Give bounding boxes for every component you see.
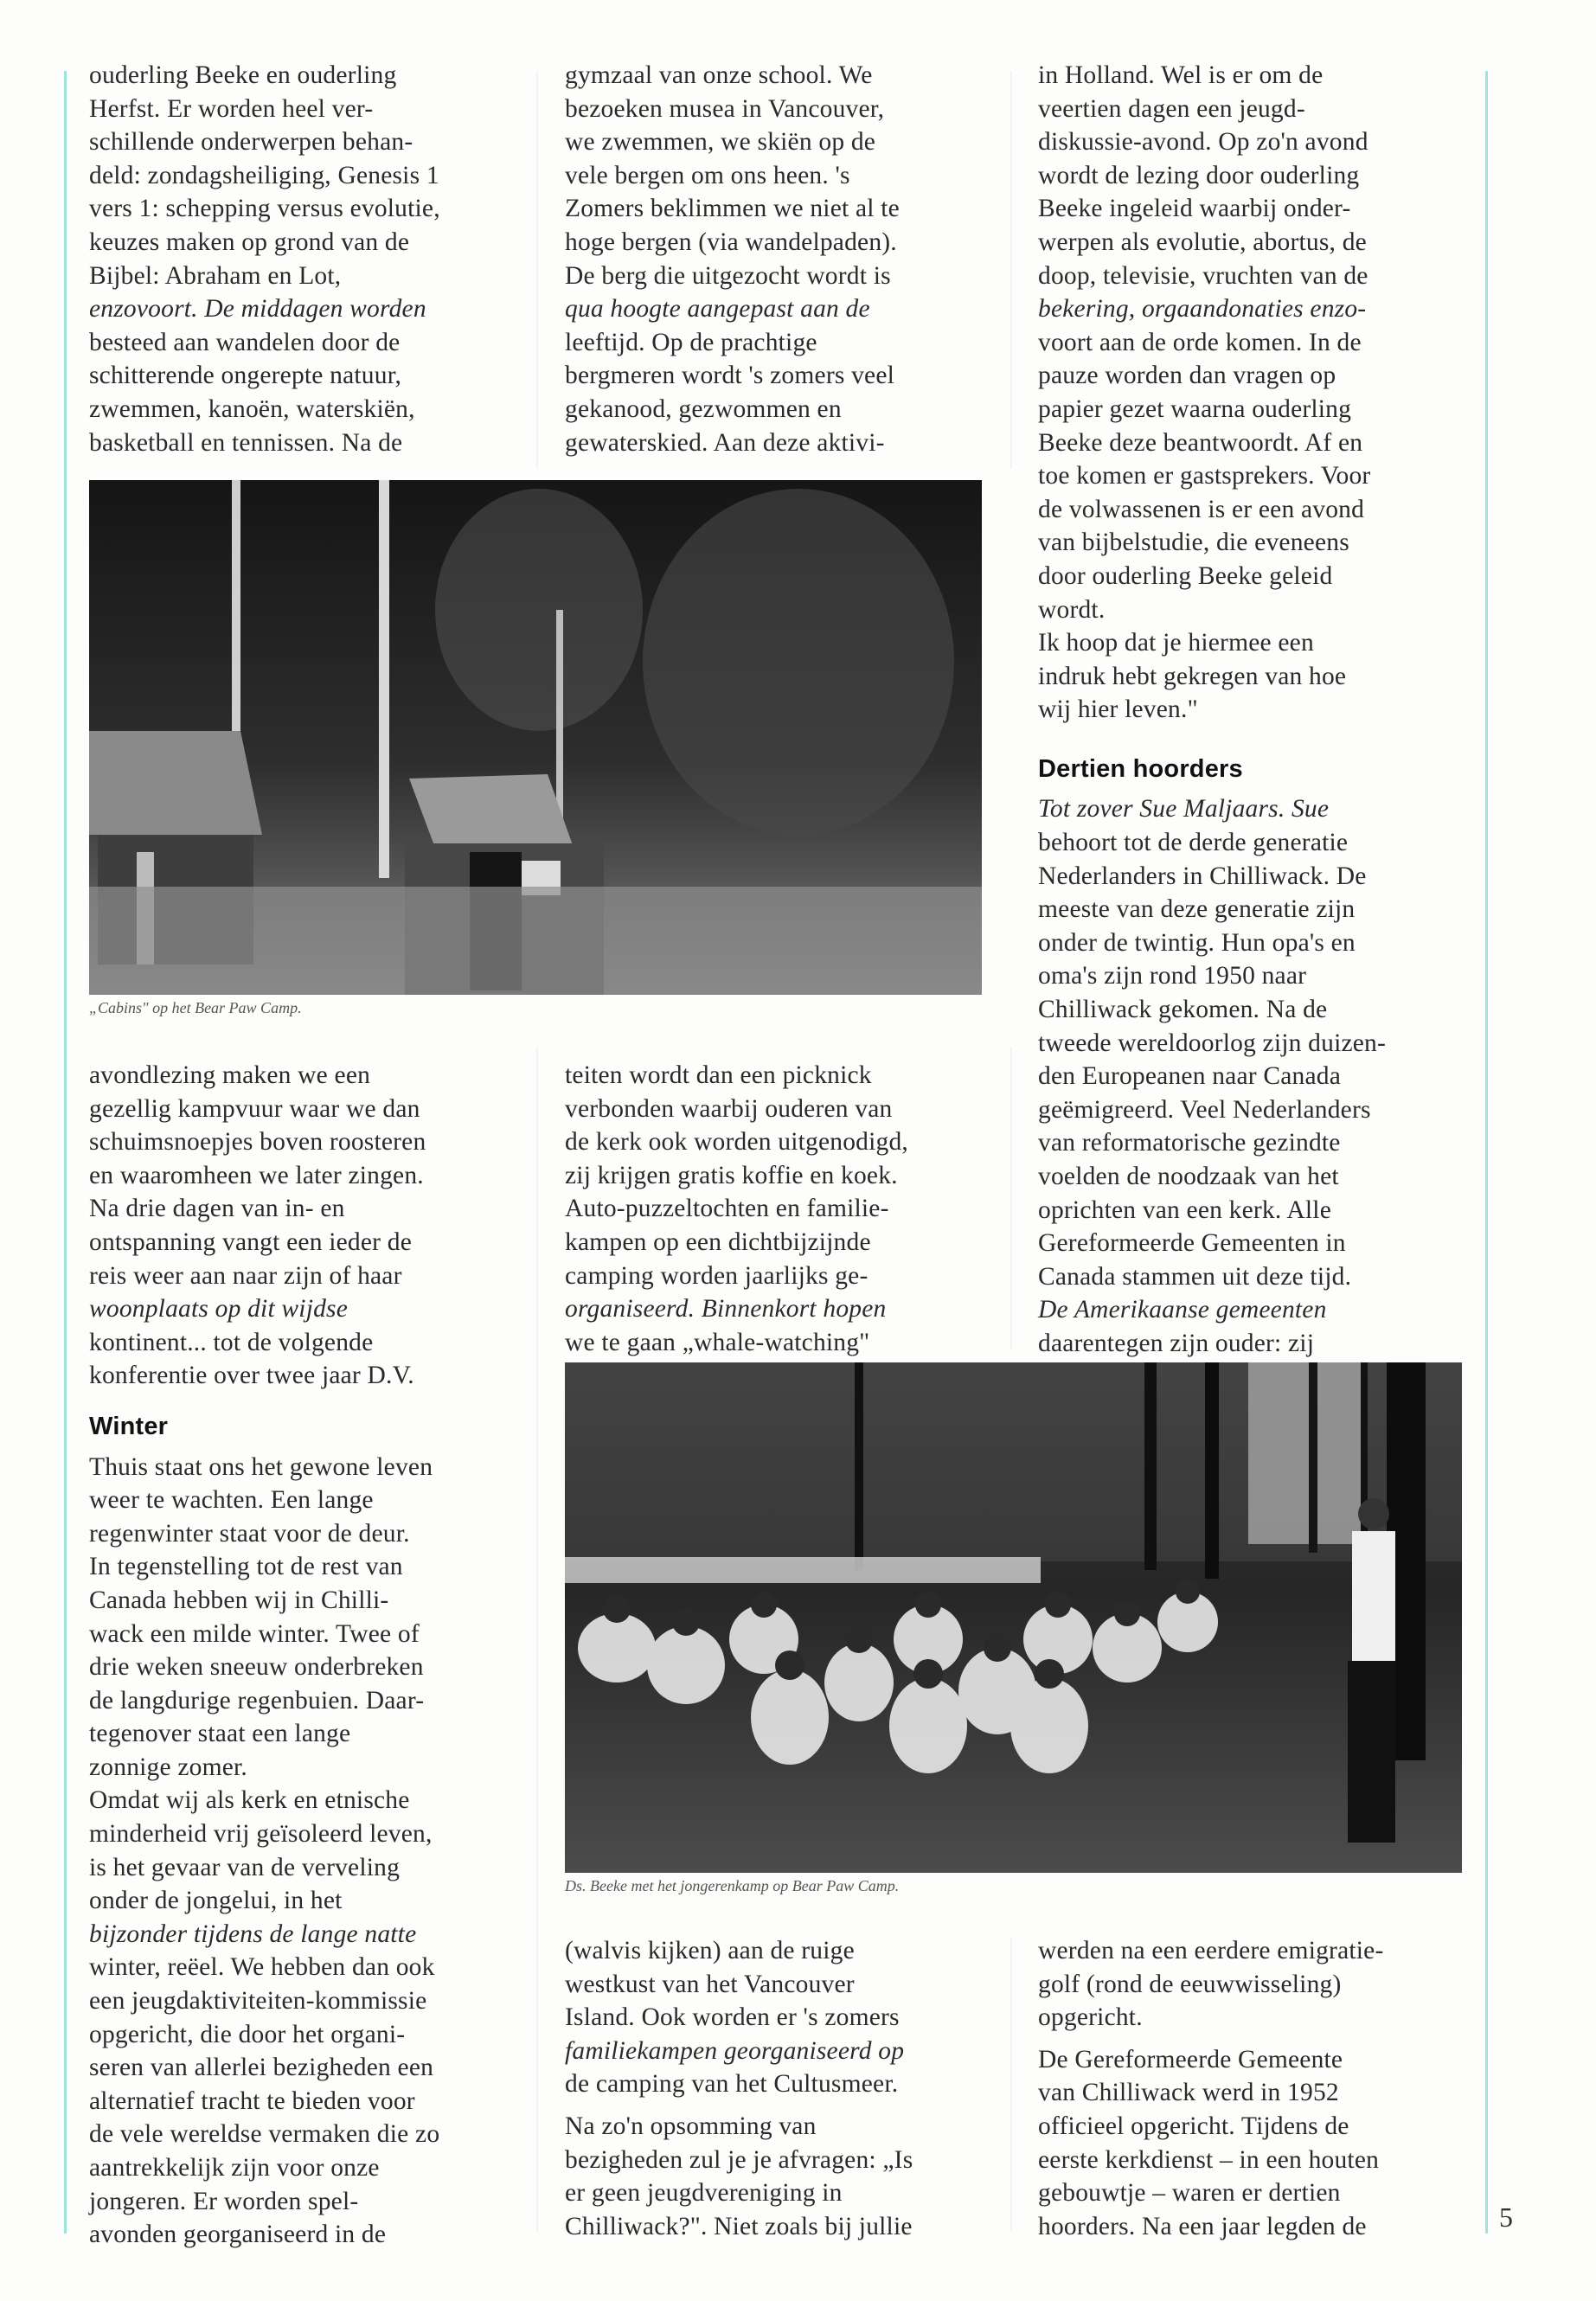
text-line: zonnige zomer. — [89, 1753, 248, 1781]
text-line: qua hoogte aangepast aan de — [565, 295, 870, 324]
text-line: zij krijgen gratis koffie en koek. — [565, 1161, 898, 1189]
text-line: Chilliwack gekomen. Na de — [1038, 996, 1328, 1024]
column-1-bottom-paragraphs — [89, 1451, 535, 2252]
photo-cabins — [89, 480, 982, 995]
text-line: zwemmen, kanoën, waterskiën, — [89, 394, 415, 423]
text-line: veertien dagen een jeugd- — [1038, 94, 1305, 123]
text-line: konferentie over twee jaar D.V. — [89, 1362, 414, 1390]
photo-caption-youth-camp: Ds. Beeke met het jongerenkamp op Bear Paw Camp. — [565, 1877, 900, 1894]
text-line: gezellig kampvuur waar we dan — [89, 1094, 420, 1123]
text-line: basketball en tennissen. Na de — [89, 428, 403, 457]
text-line: leeftijd. Op de prachtige — [565, 328, 817, 356]
youth-camp-photo-illustration — [565, 1362, 1462, 1873]
text-line: tweede wereldoorlog zijn duizen- — [1038, 1029, 1387, 1057]
text-line: woonplaats op dit wijdse — [89, 1295, 349, 1324]
text-line: familiekampen georganiseerd op — [565, 2036, 905, 2065]
text-line: drie weken sneeuw onderbreken — [89, 1653, 424, 1682]
text-line: bezigheden zul je je afvragen: „Is — [565, 2145, 913, 2174]
text-line: Beeke ingeleid waarbij onder- — [1038, 195, 1351, 223]
text-line: is het gevaar van de verveling — [89, 1853, 401, 1881]
section-heading-dertien-hoorders: Dertien hoorders — [1038, 754, 1243, 783]
text-line: reis weer aan naar zijn of haar — [89, 1261, 402, 1290]
text-line: de kerk ook worden uitgenodigd, — [565, 1128, 908, 1157]
text-line: aantrekkelijk zijn voor onze — [89, 2154, 380, 2182]
text-line: toe komen er gastsprekers. Voor — [1038, 462, 1371, 490]
text-line: regenwinter staat voor de deur. — [89, 1519, 410, 1548]
text-line: van reformatorische gezindte — [1038, 1129, 1341, 1157]
column-gutter-rule — [1010, 1938, 1012, 2232]
right-margin-rule — [1485, 71, 1488, 2234]
text-line: kampen op een dichtbijzijnde — [565, 1227, 871, 1256]
photo-youth-camp — [565, 1362, 1462, 1873]
text-line: Bijbel: Abraham en Lot, — [89, 261, 342, 290]
text-line: deld: zondagsheiliging, Genesis 1 — [89, 161, 439, 189]
column-gutter-rule — [1010, 71, 1012, 469]
text-line: bekering, orgaandonaties enzo- — [1038, 295, 1367, 324]
text-line: gebouwtje – waren er dertien — [1038, 2179, 1341, 2208]
text-line: wordt de lezing door ouderling — [1038, 161, 1360, 189]
column-gutter-rule — [536, 71, 538, 469]
text-line: papier gezet waarna ouderling — [1038, 394, 1352, 423]
text-line: kontinent... tot de volgende — [89, 1328, 374, 1356]
text-line: gymzaal van onze school. We — [565, 61, 873, 89]
text-line: diskussie-avond. Op zo'n avond — [1038, 128, 1368, 157]
text-line: wordt. — [1038, 595, 1106, 624]
text-line: van Chilliwack werd in 1952 — [1038, 2079, 1339, 2107]
text-line: hoorders. Na een jaar legden de — [1038, 2212, 1367, 2240]
text-line: geëmigreerd. Veel Nederlanders — [1038, 1095, 1371, 1124]
column-3-text — [1038, 59, 1479, 1361]
text-line: in Holland. Wel is er om de — [1038, 61, 1324, 89]
text-line: opgericht. — [1038, 2003, 1143, 2032]
text-line: Canada hebben wij in Chilli- — [89, 1586, 389, 1614]
text-line: de vele wereldse vermaken die zo — [89, 2120, 440, 2149]
text-line: In tegenstelling tot de rest van — [89, 1553, 403, 1581]
column-2-top-text — [565, 59, 1006, 459]
page-number: 5 — [1499, 2202, 1513, 2233]
text-line: pauze worden dan vragen op — [1038, 362, 1336, 390]
text-line: schillende onderwerpen behan- — [89, 128, 413, 157]
column-gutter-rule — [536, 1047, 538, 2232]
text-line: werpen als evolutie, abortus, de — [1038, 228, 1367, 256]
text-line: wij hier leven." — [1038, 695, 1198, 724]
text-line: Zomers beklimmen we niet al te — [565, 195, 900, 223]
text-line: Omdat wij als kerk en etnische — [89, 1786, 410, 1815]
text-line: vers 1: schepping versus evolutie, — [89, 195, 440, 223]
text-line: Auto-puzzeltochten en familie- — [565, 1195, 889, 1223]
text-line: bijzonder tijdens de lange natte — [89, 1920, 417, 1948]
column-1-mid-paragraphs — [89, 1059, 535, 1393]
text-line: Beeke deze beantwoordt. Af en — [1038, 428, 1363, 457]
text-line: meeste van deze generatie zijn — [1038, 895, 1356, 924]
column-3-bottom-text — [1038, 1934, 1479, 2243]
text-line: officieel opgericht. Tijdens de — [1038, 2112, 1349, 2140]
text-line: minderheid vrij geïsoleerd leven, — [89, 1820, 433, 1849]
text-line: opgericht, die door het organi- — [89, 2020, 406, 2048]
left-margin-rule — [64, 71, 67, 2234]
text-line: door ouderling Beeke geleid — [1038, 561, 1333, 590]
text-line: gekanood, gezwommen en — [565, 394, 842, 423]
text-line: (walvis kijken) aan de ruige — [565, 1937, 855, 1965]
column-2-mid-text — [565, 1059, 1006, 1359]
text-line: bergmeren wordt 's zomers veel — [565, 362, 895, 390]
text-line: De Gereformeerde Gemeente — [1038, 2045, 1343, 2073]
text-line: voort aan de orde komen. In de — [1038, 328, 1362, 356]
text-line: er geen jeugdvereniging in — [565, 2179, 843, 2208]
text-line: De Amerikaanse gemeenten — [1038, 1296, 1327, 1324]
text-line: behoort tot de derde generatie — [1038, 829, 1349, 857]
text-line: Island. Ook worden er 's zomers — [565, 2003, 900, 2032]
text-line: we zwemmen, we skiën op de — [565, 128, 876, 157]
text-line: wack een milde winter. Twee of — [89, 1619, 420, 1648]
text-line: schuimsnoepjes boven roosteren — [89, 1128, 426, 1157]
text-line: de camping van het Cultusmeer. — [565, 2070, 899, 2099]
text-line: teiten wordt dan een picknick — [565, 1061, 872, 1089]
column-1-top-text — [89, 59, 535, 459]
text-line: Tot zover Sue Maljaars. Sue — [1038, 795, 1330, 824]
text-line: doop, televisie, vruchten van de — [1038, 261, 1368, 290]
text-line: Thuis staat ons het gewone leven — [89, 1452, 433, 1481]
text-line: westkust van het Vancouver — [565, 1970, 855, 1998]
column-2-bottom-paragraph-2 — [565, 2110, 1006, 2243]
text-line: de langdurige regenbuien. Daar- — [89, 1686, 425, 1715]
text-line: jongeren. Er worden spel- — [89, 2187, 359, 2215]
text-line: Herfst. Er worden heel ver- — [89, 94, 374, 123]
column-3-top-paragraphs — [1038, 59, 1479, 727]
cabins-photo-illustration — [89, 480, 982, 995]
text-line: Ik hoop dat je hiermee een — [1038, 629, 1314, 657]
text-line: onder de jongelui, in het — [89, 1887, 343, 1915]
text-line: oma's zijn rond 1950 naar — [1038, 962, 1307, 990]
text-line: indruk hebt gekregen van hoe — [1038, 662, 1347, 690]
text-line: gewaterskied. Aan deze aktivi- — [565, 428, 885, 457]
column-2-bottom-text — [565, 1934, 1006, 2243]
text-line: werden na een eerdere emigratie- — [1038, 1937, 1384, 1965]
text-line: vele bergen om ons heen. 's — [565, 161, 850, 189]
text-line: oprichten van een kerk. Alle — [1038, 1195, 1331, 1224]
column-gutter-rule — [1010, 1047, 1012, 1349]
text-line: besteed aan wandelen door de — [89, 328, 401, 356]
text-line: ontspanning vangt een ieder de — [89, 1227, 412, 1256]
text-line: Chilliwack?". Niet zoals bij jullie — [565, 2212, 913, 2240]
text-line: en waaromheen we later zingen. — [89, 1161, 424, 1189]
text-line: Na drie dagen van in- en — [89, 1195, 345, 1223]
text-line: eerste kerkdienst – in een houten — [1038, 2145, 1380, 2174]
column-3-bottom-paragraph-1 — [1038, 1934, 1479, 2035]
text-line: bezoeken musea in Vancouver, — [565, 94, 885, 123]
text-line: golf (rond de eeuwwisseling) — [1038, 1970, 1342, 1998]
text-line: seren van allerlei bezigheden een — [89, 2054, 434, 2082]
text-line: Canada stammen uit deze tijd. — [1038, 1262, 1352, 1291]
text-line: keuzes maken op grond van de — [89, 228, 410, 256]
text-line: organiseerd. Binnenkort hopen — [565, 1295, 887, 1324]
column-2-bottom-paragraph-1 — [565, 1934, 1006, 2101]
column-1-lower-text — [89, 1059, 535, 2252]
text-line: schitterende ongerepte natuur, — [89, 362, 402, 390]
column-3-bottom-paragraph-2 — [1038, 2043, 1479, 2244]
photo-caption-cabins: „Cabins" op het Bear Paw Camp. — [89, 999, 302, 1016]
text-line: we te gaan „whale-watching" — [565, 1328, 870, 1356]
text-line: den Europeanen naar Canada — [1038, 1062, 1342, 1091]
text-line: daarentegen zijn ouder: zij — [1038, 1329, 1315, 1357]
text-line: een jeugdaktiviteiten-kommissie — [89, 1987, 427, 2016]
text-line: Na zo'n opsomming van — [565, 2112, 817, 2140]
text-line: tegenover staat een lange — [89, 1720, 351, 1748]
text-line: voelden de noodzaak van het — [1038, 1163, 1339, 1190]
column-3-mid-paragraphs — [1038, 792, 1479, 1360]
text-line: avonden georganiseerd in de — [89, 2221, 387, 2249]
text-line: verbonden waarbij ouderen van — [565, 1094, 893, 1123]
text-line: camping worden jaarlijks ge- — [565, 1261, 869, 1290]
text-line: de volwassenen is er een avond — [1038, 495, 1365, 523]
text-line: onder de twintig. Hun opa's en — [1038, 928, 1356, 957]
text-line: enzovoort. De middagen worden — [89, 295, 426, 324]
text-line: hoge bergen (via wandelpaden). — [565, 228, 897, 256]
text-line: alternatief tracht te bieden voor — [89, 2086, 415, 2115]
text-line: avondlezing maken we een — [89, 1061, 371, 1089]
section-heading-winter: Winter — [89, 1412, 169, 1440]
text-line: Nederlanders in Chilliwack. De — [1038, 862, 1367, 890]
text-line: De berg die uitgezocht wordt is — [565, 261, 891, 290]
text-line: Gereformeerde Gemeenten in — [1038, 1229, 1346, 1258]
text-line: ouderling Beeke en ouderling — [89, 61, 397, 89]
text-line: weer te wachten. Een lange — [89, 1486, 374, 1515]
text-line: van bijbelstudie, die eveneens — [1038, 529, 1349, 557]
text-line: winter, reëel. We hebben dan ook — [89, 1953, 435, 1982]
